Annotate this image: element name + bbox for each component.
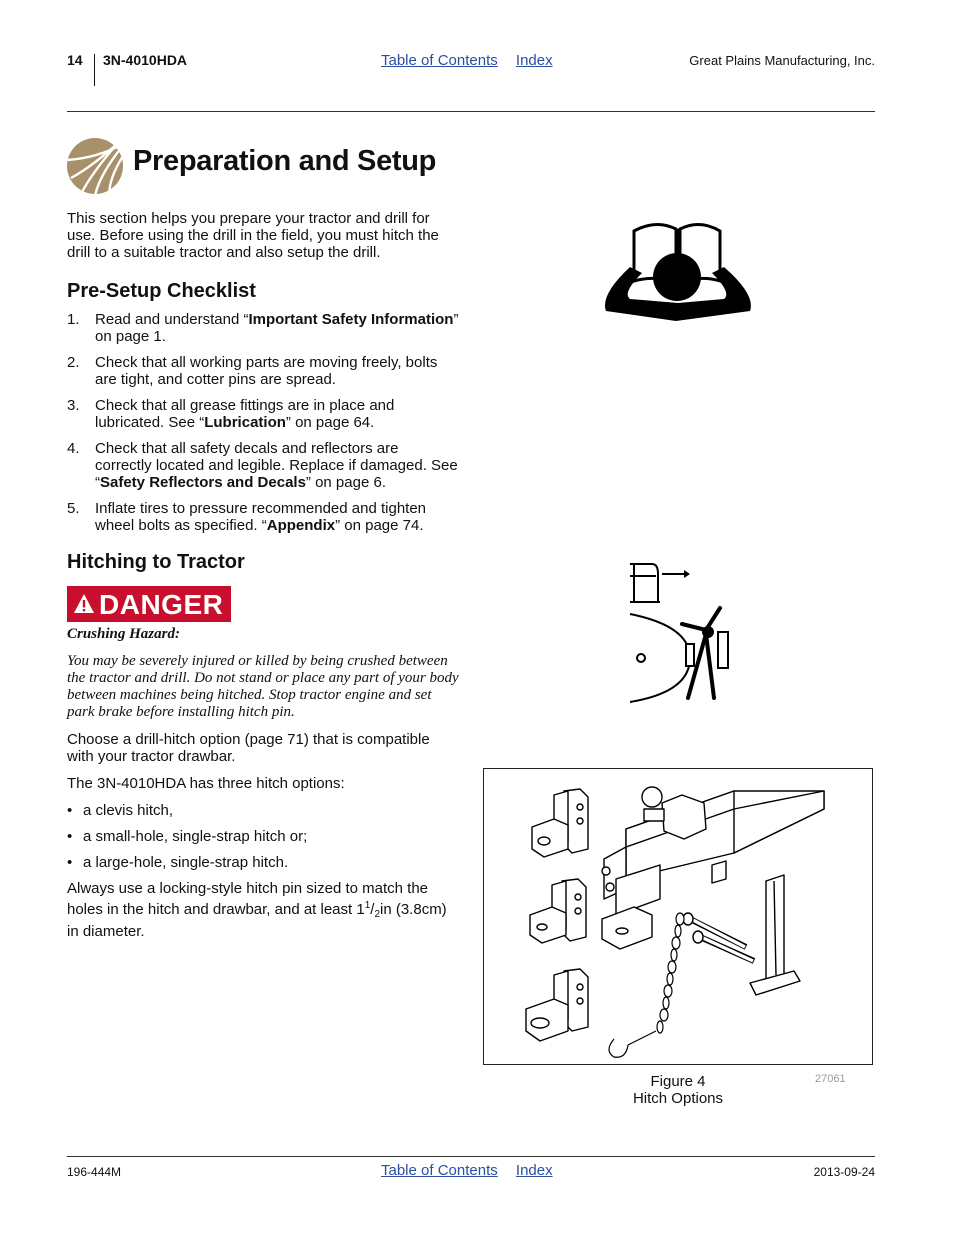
hitch-options-figure [483,768,873,1065]
model-name: 3N-4010HDA [103,52,188,68]
checklist-item [67,397,459,431]
checklist-item-text-post: ” on page 6. [305,474,386,491]
checklist-item-number: 3. [67,397,80,414]
small-hole-hitch-illustration [530,879,586,943]
clevis-hitch-illustration [532,789,588,857]
hitch-pins-illustration [683,913,754,961]
hitch-paragraph-1: Choose a drill-hitch option (page 71) that is compatible with your tractor drawbar. [67,731,430,765]
warning-icon [73,593,95,615]
checklist-item-text-bold: Safety Reflectors and Decals [100,474,306,491]
drill-tongue-illustration [602,787,824,995]
checklist-item-text-bold: Important Safety Information [248,311,454,328]
footer-nav [381,1162,553,1179]
hitch-paragraph-2: The 3N-4010HDA has three hitch options: [67,775,345,792]
figure-number: Figure 4 [650,1073,706,1090]
section-title: Preparation and Setup [133,145,437,177]
checklist-item-text-pre: Check that all working parts are moving freely, bolts are tight, and cotter pins are spread. [95,354,438,388]
checklist-item-text-bold: Lubrication [204,414,286,431]
revision-date: 2013-09-24 [813,1165,875,1179]
checklist-item [67,440,459,491]
page-footer [67,1162,875,1182]
page-header [67,52,875,88]
hitch-options-drawing [484,769,874,1066]
hazard-title: Crushing Hazard: [67,626,180,642]
hitch-options-list [67,802,459,871]
checklist-heading: Pre-Setup Checklist [67,280,256,302]
checklist-item [67,354,459,388]
intro-paragraph: This section helps you prepare your tractor and drill for use. Before using the drill in the field, you must hitch the drill to a suitable tractor and also setup the drill. [67,210,439,261]
page-number: 14 [67,52,83,68]
checklist-item [67,311,459,345]
hitching-heading: Hitching to Tractor [67,551,245,573]
checklist-item-text-bold: Appendix [266,517,336,534]
hitch-pin-paragraph [67,880,459,940]
main-column [67,210,459,950]
checklist-item-text-pre: Check that all grease fittings are in place and lubricated. See “ [95,397,395,431]
hazard-text: You may be severely injured or killed by being crushed between the tractor and drill. Do not stand or place any part of your body between machines being hitched. Stop tractor engine and set park brake before installing hitch pin. [67,653,459,720]
tractor-hitching-icon [628,562,738,704]
checklist-list [67,311,459,534]
footer-rule [67,1156,875,1157]
section-logo-icon [67,138,123,194]
checklist-item-number: 1. [67,311,80,328]
hitch-pin-text-a: Always use a locking-style hitch pin sized to match the holes in the hitch and drawbar, and at least 1 [67,880,429,918]
footer-index-link[interactable]: Index [515,1162,553,1179]
header-rule [67,111,875,112]
checklist-item-text-post: ” on page 64. [285,414,375,431]
header-divider [94,54,95,86]
danger-badge [67,586,231,622]
header-toc-link[interactable]: Table of Contents [381,52,498,69]
figure-title: Hitch Options [632,1090,724,1107]
checklist-item [67,500,459,534]
header-index-link[interactable]: Index [515,52,553,69]
figure-id: 27061 [815,1073,846,1085]
list-item: • a small-hole, single-strap hitch or; [67,828,459,845]
fraction-denominator: 2 [374,909,380,920]
checklist-item-number: 4. [67,440,80,457]
document-number: 196-444M [67,1165,122,1179]
header-nav [381,52,553,69]
fraction-numerator: 1 [364,900,371,911]
checklist-item-text-pre: Read and understand “ [95,311,249,328]
checklist-item-number: 5. [67,500,80,517]
checklist-item-text-pre: Inflate tires to pressure recommended and tighten wheel bolts as specified. “ [95,500,427,534]
read-manual-icon [600,217,756,325]
company-name: Great Plains Manufacturing, Inc. [689,53,875,68]
checklist-item-text-pre: Check that all safety decals and reflectors are correctly located and legible. Replace if damaged. See “ [95,440,458,491]
footer-toc-link[interactable]: Table of Contents [381,1162,498,1179]
list-item: • a large-hole, single-strap hitch. [67,854,459,871]
checklist-item-text-post: ” on page 74. [335,517,424,534]
danger-label: DANGER [99,588,224,620]
hitch-pin-text-b: in (3.8cm) in diameter. [67,901,447,940]
large-hole-hitch-illustration [526,969,588,1041]
list-item: • a clevis hitch, [67,802,459,819]
fraction-slash: / [370,901,375,918]
checklist-item-number: 2. [67,354,80,371]
checklist-item-text-post: ” on page 1. [95,311,459,345]
